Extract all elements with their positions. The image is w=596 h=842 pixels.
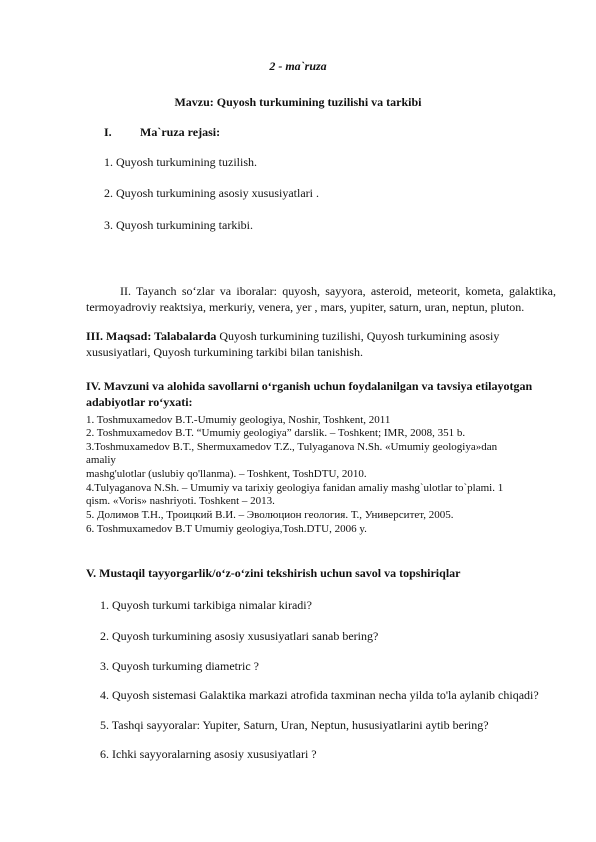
keywords-line-1: II. Tayanch so‘zlar va iboralar: quyosh, sayyora, asteroid, meteorit, kometa, galaktika,: [120, 284, 556, 298]
plan-numeral: I.: [104, 125, 112, 139]
reference-line: 6. Toshmuxamedov B.T Umumiy geologiya,Tosh.DTU, 2006 y.: [86, 523, 367, 535]
reference-line: 4.Tulyaganova N.Sh. – Umumiy va tarixiy geologiya fanidan amaliy mashg`ulotlar to`plami. 1: [86, 482, 504, 494]
plan-item-1: 1. Quyosh turkumining tuzilish.: [104, 155, 257, 169]
plan-item-2: 2. Quyosh turkumining asosiy xususiyatlari .: [104, 186, 319, 200]
question-item: 2. Quyosh turkumining asosiy xususiyatlari sanab bering?: [100, 629, 379, 643]
references-title-1: IV. Mavzuni va alohida savollarni o‘rganish uchun foydalanilgan va tavsiya etilayotgan: [86, 379, 533, 393]
goal-text: Quyosh turkumining tuzilishi, Quyosh turkumining asosiy: [216, 329, 500, 343]
reference-line: 1. Toshmuxamedov B.T.-Umumiy geologiya, Noshir, Toshkent, 2011: [86, 414, 391, 426]
plan-item-3: 3. Quyosh turkumining tarkibi.: [104, 218, 253, 232]
plan-title: Ma`ruza rejasi:: [140, 125, 221, 139]
reference-line: 3.Toshmuxamedov B.T., Shermuxamedov T.Z., Tulyaganova N.Sh. «Umumiy geologiya»dan: [86, 441, 498, 453]
question-item: 6. Ichki sayyoralarning asosiy xususiyatlari ?: [100, 747, 317, 761]
lecture-number: 2 - ma`ruza: [269, 59, 327, 73]
keywords-line-2: termoyadroviy reaktsiya, merkuriy, venera, yer , mars, yupiter, saturn, uran, neptun, pluton.: [86, 300, 525, 314]
question-item: 4. Quyosh sistemasi Galaktika markazi atrofida taxminan necha yilda to'la aylanib chiqadi?: [100, 688, 539, 702]
question-item: 1. Quyosh turkumi tarkibiga nimalar kiradi?: [100, 598, 312, 612]
goal-line-1: [86, 329, 499, 344]
reference-line: amaliy: [86, 454, 116, 466]
lecture-topic: Mavzu: Quyosh turkumining tuzilishi va tarkibi: [174, 95, 422, 109]
goal-label: III. Maqsad: Talabalarda: [86, 329, 217, 343]
reference-line: mashg'ulotlar (uslubiy qo'llanma). – Toshkent, ToshDTU, 2010.: [86, 468, 367, 480]
goal-line-2: xususiyatlari, Quyosh turkumining tarkibi bilan tanishish.: [86, 345, 363, 359]
reference-line: qism. «Voris» nashriyoti. Toshkent – 2013.: [86, 495, 275, 507]
question-item: 3. Quyosh turkuming diametric ?: [100, 659, 259, 673]
references-title-2: adabiyotlar ro‘yxati:: [86, 395, 193, 409]
self-study-title: V. Mustaqil tayyorgarlik/o‘z-o‘zini tekshirish uchun savol va topshiriqlar: [86, 566, 461, 580]
question-item: 5. Tashqi sayyoralar: Yupiter, Saturn, Uran, Neptun, hususiyatlarini aytib bering?: [100, 718, 489, 732]
reference-line: 5. Долимов Т.Н., Троицкий В.И. – Эволюцион геология. Т., Университет, 2005.: [86, 509, 454, 521]
reference-line: 2. Toshmuxamedov B.T. “Umumiy geologiya” darslik. – Toshkent; IMR, 2008, 351 b.: [86, 427, 466, 439]
